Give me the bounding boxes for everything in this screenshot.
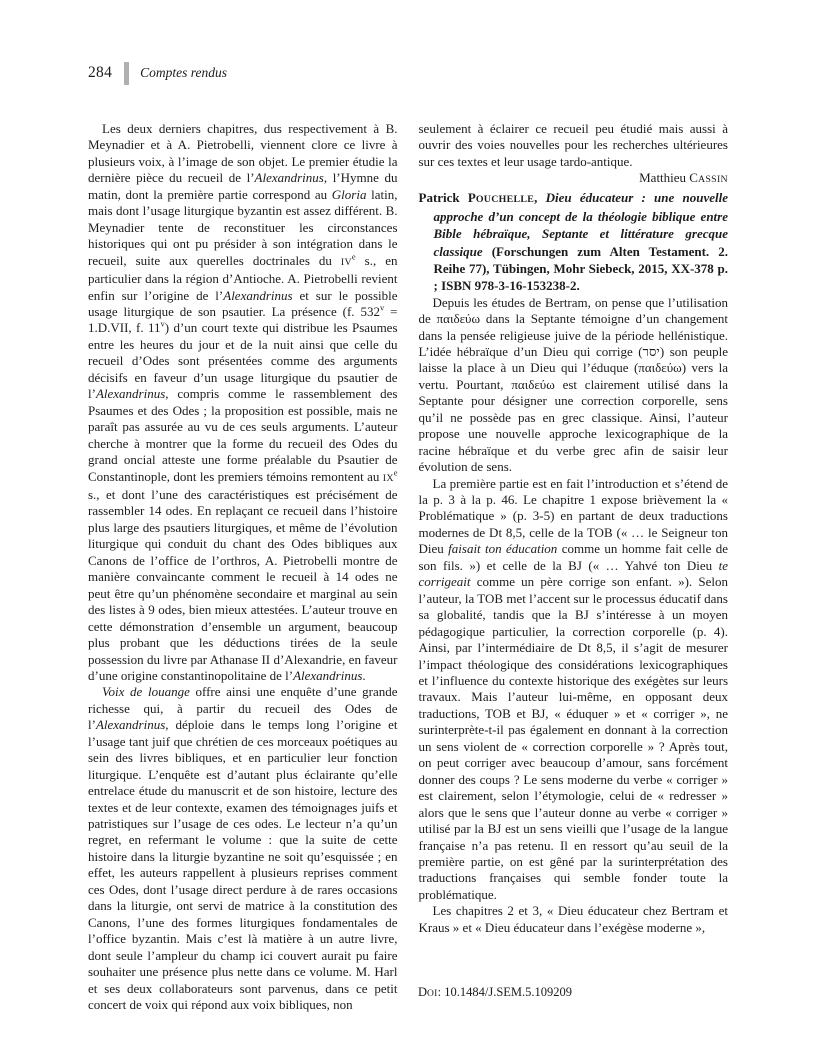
right-column: [419, 121, 729, 1013]
book-review-heading: Patrick POUCHELLE, Dieu éducateur : une nouvelle approche d’un concept de la théologie biblique entre Bible hébraïque, Septante et littérature grecque classique (Forschungen zum Alten Testament. 2. Reihe 77), Tübingen, Mohr Siebeck, 2015, XX-378 p. ; ISBN 978-3-16-153238-2.: [418, 189, 728, 294]
page-header: [88, 60, 227, 86]
review-paragraph: Les deux derniers chapitres, dus respectivement à B. Meynadier et à A. Pietrobelli, viennent clore ce livre à plusieurs voix, à l’image de son objet. Le premier étudie la dernière pièce du recueil de l’Alexandrinus, l’Hymne du matin, dont la première partie correspond au Gloria latin, mais dont l’usage liturgique byzantin est assez différent. B. Meynadier tente de reconstituer les circonstances historiques qui ont pu présider à son intégration dans le recueil, suite aux querelles doctrinales du IVe s., en particulier dans la région d’Antioche. A. Pietrobelli revient enfin sur l’origine de l’Alexandrinus et sur le possible usage liturgique de son psautier. La présence (f. $532^v = 1.D.VII$, f. 11$^v$) d’un court texte qui distribue les Psaumes entre les heures du jour et de la nuit ainsi que celle du recueil d’Odes sont présentées comme des arguments décisifs en faveur d’un usage liturgique du psautier de l’Alexandrinus, compris comme le rassemblement des Psaumes et des Odes ; la proposition est possible, mais ne paraît pas assurée au vu de ces seuls arguments. L’auteur cherche à montrer que la forme du recueil des Odes du grand oncial atteste une forme préalable du Psautier de Constantinople, dont les premiers témoins remontent au IXe s., et dont l’une des caractéristiques est précisément de rassembler 14 odes. En replaçant ce recueil dans l’histoire plus large des psautiers liturgiques, et même de l’évolution liturgique qui conduit du chant des Odes bibliques aux Canons de l’office de l’orthros, A. Pietrobelli montre de manière convaincante comment le recueil à 14 odes ne peut être qu’un phénomène secondaire et marginal au sein des listes à 9 odes, bien mieux attestées. L’auteur trouve en cette démonstration d’ensemble un argument, beaucoup plus probant que les déductions tirées de la seule possession du livre par Athanase II d’Alexandrie, en faveur d’une origine constantinopolitaine de l’Alexandrinus.: [88, 121, 398, 683]
page-number: 284: [88, 64, 113, 81]
doi-line: DOI: 10.1484/J.SEM.5.109209: [418, 985, 573, 999]
running-title: Comptes rendus: [140, 65, 228, 80]
two-column-text-block: [88, 121, 728, 1013]
review-paragraph: Les chapitres 2 et 3, « Dieu éducateur chez Bertram et Kraus » et « Dieu éducateur dans l’exégèse moderne »,: [418, 903, 728, 935]
review-paragraph: La première partie est en fait l’introduction et s’étend de la p. 3 à la p. 46. Le chapitre 1 expose brièvement la « Problématique » (p. 3-5) en partant de deux traductions modernes de Dt 8,5, celle de la TOB (« … le Seigneur ton Dieu faisait ton éducation comme un homme fait celle de son fils. ») et celle de la BJ (« … Yahvé ton Dieu te corrigeait comme un père corrige son enfant. »). Selon l’auteur, la TOB met l’accent sur le processus éducatif dans sa globalité, tandis que la BJ s’intéresse à un moyen pédagogique particulier, la correction corporelle (p. 4). Ainsi, par l’intermédiaire de Dt 8,5, il s’agit de mesurer l’impact théologique des considérations lexicographiques et l’influence du contexte historique des exégètes sur leurs travaux. Mais l’auteur lui-même, en opposant deux traductions, TOB et BJ, « éduquer » et « corriger », ne surinterprète-t-il pas également en donnant à la correction un sens violent de « correction corporelle » ? Après tout, on peut corriger avec beaucoup d’amour, sans forcément donner des coups ? Le sens moderne du verbe « corriger » est clairement, selon l’étymologie, celui de « redresser » alors que le sens que l’auteur donne au verbe « corriger » utilisé par la BJ est un sens vieilli que l’usage de la langue française n’a pas retenu. Il en ressort qu’au seuil de la première partie, on est gêné par la surinterprétation des traductions françaises qui semble fonder toute la problématique.: [418, 475, 728, 902]
review-paragraph: Voix de louange offre ainsi une enquête d’une grande richesse qui, à partir du recueil des Odes de l’Alexandrinus, déploie dans le temps long l’origine et l’usage tant juif que chrétien de ces morceaux poétiques au sein des livres bibliques, et en particulier leur fonction liturgique. L’enquête est d’autant plus éclairante qu’elle entrelace étude du manuscrit et de son histoire, lecture des textes et de leur contexte, examen des témoignages juifs et patristiques sur l’usage de ces odes. Le lecteur n’a qu’un regret, en refermant le volume : que la suite de cette histoire dans la liturgie byzantine ne soit qu’esquissée ; en effet, les auteurs rappellent à plusieurs reprises comment ces Odes, dont l’usage direct perdure à de rares occasions dans la liturgie, ont servi de matrice à la constitution des Canons, l’une des formes liturgiques fondamentales de l’office byzantin. Mais c’est là matière à un autre livre, dont seule l’ampleur du champ ici couvert aurait pu faire souhaiter une présence plus nette dans ce volume. M. Harl et ses deux collaborateurs sont parvenus, dans ce petit concert de voix qui répond aux voix bibliques, non: [88, 684, 398, 1013]
header-divider-rule: [124, 62, 129, 85]
review-paragraph: Depuis les études de Bertram, on pense que l’utilisation de παιδεύω dans la Septante témoigne d’un changement dans la pensée religieuse juive de la période hellénistique. L’idée hébraïque d’un Dieu qui corrige (יסר) son peuple laisse la place à un Dieu qui l’éduque (παιδεύω) vers la vertu. Pourtant, παιδεύω est clairement utilisé dans la Septante pour désigner une correction corporelle, sens qu’il ne possède pas en grec classique. Ainsi, l’auteur propose une nouvelle approche lexicographique de la racine hébraïque et du verbe grec afin de saisir leur évolution de sens.: [418, 294, 728, 475]
left-column: [88, 121, 398, 1013]
reviewer-signature: Matthieu CASSIN: [639, 170, 728, 186]
review-paragraph-continuation: seulement à éclairer ce recueil peu étudié mais aussi à ouvrir des voies nouvelles pour les recherches ultérieures sur ces textes et leur usage tardo-antique.: [418, 121, 728, 169]
